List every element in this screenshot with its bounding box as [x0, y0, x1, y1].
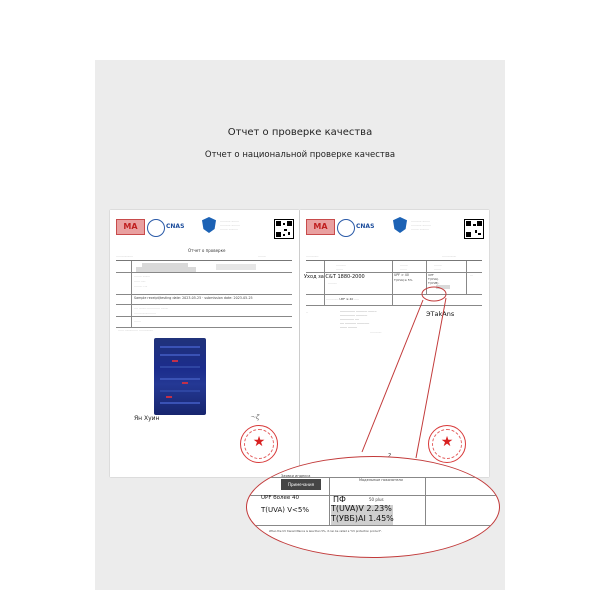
- upf-short-label: ПФ: [333, 495, 346, 504]
- header-fine-print: ··········· ········ ··········· ········· ········ ··········: [220, 219, 241, 231]
- highlight-ellipse: [422, 287, 446, 301]
- magnified-header-left: Заявки индекса: [281, 474, 311, 478]
- sample-dates: 2023-05-25 · submission date: 2023-05-25: [182, 296, 253, 300]
- left-info-table: ········ ········ ······ ····· ········ · ··· Sample receipt/testing date: 2023-05-25 · submission date: 2023-05-25 ···· ········ ············· ········ ······················· ·······: [116, 260, 292, 327]
- tuva-requirement-row: T(UVA) V<5%: [261, 506, 309, 514]
- notes-label: Примечания: [281, 479, 321, 490]
- magnifier-callout: [246, 456, 500, 558]
- sample-label: Sample receipt/testing date:: [134, 296, 181, 300]
- upf-plus-value: 50 plus: [369, 497, 384, 502]
- page-number: ········: [258, 254, 266, 258]
- ma-logo: MA: [306, 219, 335, 235]
- uva-value: T(UVA)V 2.23%: [331, 504, 392, 513]
- page-subtitle: Отчет о национальной проверке качества: [204, 150, 396, 160]
- ruling-label: ЭТаkAns: [426, 310, 455, 318]
- right-report-page: MA CNAS ··········· ········ ··········· ········· ········ ·········· ············· ··············· ·········· ······· ········ ······· ········ ······· Уход за C&T 1880-2000 ········· UPF > 40 T(UVA)≤ 5% UPF T(UVA)· T(UVB)· ··· ············· UPF ≤ 40 ····· ·· ··············· ··········· ········ ··············· ··········· ·············· ···· ···· ··········· ············ ······· ········· ЭТаkAns ············: [300, 210, 489, 477]
- cnas-logo: CNAS: [356, 223, 375, 230]
- upf-requirement-row: UPF более 40: [261, 495, 300, 501]
- report-number: ··················: [116, 254, 134, 258]
- right-results-table: ·········· ······· ········ ······· ········ ······· Уход за C&T 1880-2000 ········· UPF > 40 T(UVA)≤ 5% UPF T(UVA)· T(UVB)· ··· ············· UPF ≤ 40 ·····: [306, 260, 482, 305]
- ma-logo: MA: [116, 219, 145, 235]
- magnified-footnote: When the UV transmittance is less than 5%, it can be called a "UV protection product".: [269, 530, 382, 533]
- care-standard-label: Уход за C&T 1880-2000: [304, 274, 365, 280]
- official-stamp-left: ★: [240, 425, 278, 463]
- upf-requirement: UPF > 40: [394, 273, 409, 277]
- image-caption: ······ ·············· ···············: [118, 328, 154, 332]
- callout-line-right: [416, 298, 446, 458]
- official-stamp-right: ★: [428, 425, 466, 463]
- cnas-logo: CNAS: [166, 223, 185, 230]
- signature-name: Ян Хуин: [134, 415, 160, 422]
- page-title: Отчет о проверке качества: [227, 127, 373, 138]
- handwritten-signature: 〜ζ: [250, 414, 260, 421]
- report-caption: Отчет о проверке: [188, 248, 226, 253]
- callout-line-left: [362, 300, 423, 452]
- magnified-header-mid: Модельные показатели: [359, 478, 403, 482]
- uvb-value: T(УВБ)AI 1.45%: [331, 514, 394, 523]
